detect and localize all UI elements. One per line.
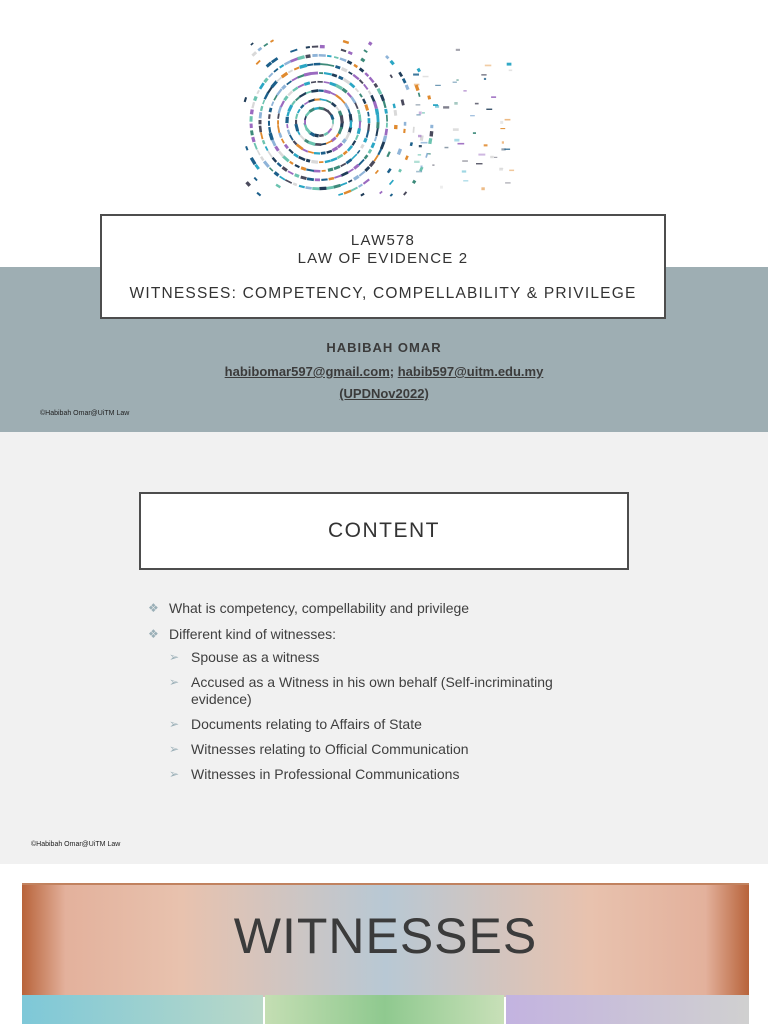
copyright-footer: ©Habibah Omar@UiTM Law <box>40 410 130 417</box>
slide-topic: WITNESSES: COMPETENCY, COMPELLABILITY & PRIVILEGE <box>129 285 637 302</box>
arrow-bullet-icon: ➢ <box>169 675 180 689</box>
sub-list-item-text: Spouse as a witness <box>191 649 320 665</box>
email-link-gmail[interactable]: habibomar597@gmail.com <box>224 364 390 379</box>
diamond-bullet-icon: ❖ <box>148 627 159 641</box>
version-note <box>0 386 768 401</box>
author-name: HABIBAH OMAR <box>326 340 442 355</box>
course-code: LAW578 <box>350 232 416 249</box>
content-title: CONTENT <box>328 519 440 542</box>
title-box <box>100 214 666 319</box>
email-link-uitm[interactable]: habib597@uitm.edu.my <box>397 364 544 379</box>
witness-types-list <box>169 649 588 783</box>
list-item-text: Different kind of witnesses: <box>169 626 337 642</box>
version-link[interactable]: (UPDNov2022) <box>339 386 429 401</box>
witnesses-title: WITNESSES <box>233 908 538 964</box>
content-title-box <box>139 492 629 570</box>
witnesses-slide <box>0 864 768 1024</box>
sub-list-item <box>169 766 588 783</box>
list-item-text: What is competency, compellability and privilege <box>169 600 470 616</box>
diamond-bullet-icon: ❖ <box>148 601 159 615</box>
color-tile-green <box>265 995 504 1024</box>
sub-list-item <box>169 716 588 733</box>
arrow-bullet-icon: ➢ <box>169 717 180 731</box>
sub-list-item-text: Witnesses relating to Official Communication <box>191 741 469 757</box>
email-separator: ; <box>389 364 398 379</box>
sub-list-item-text: Accused as a Witness in his own behalf (Self-incriminating evidence) <box>191 674 553 707</box>
arrow-bullet-icon: ➢ <box>169 742 180 756</box>
course-name: LAW OF EVIDENCE 2 <box>297 250 469 267</box>
author-emails <box>0 364 768 379</box>
arrow-bullet-icon: ➢ <box>169 650 180 664</box>
sub-list-item <box>169 674 571 708</box>
sub-list-item <box>169 649 588 666</box>
arrow-bullet-icon: ➢ <box>169 767 180 781</box>
witnesses-banner <box>22 883 749 997</box>
radial-mosaic-graphic <box>243 38 525 198</box>
title-slide <box>0 0 768 432</box>
color-tile-blue <box>22 995 263 1024</box>
sub-list-item-text: Documents relating to Affairs of State <box>191 716 422 732</box>
content-slide <box>0 432 768 864</box>
content-list <box>148 600 588 792</box>
list-item <box>148 626 588 783</box>
list-item <box>148 600 588 617</box>
sub-list-item <box>169 741 588 758</box>
copyright-footer: ©Habibah Omar@UiTM Law <box>31 841 121 848</box>
color-tile-purple <box>506 995 749 1024</box>
sub-list-item-text: Witnesses in Professional Communications <box>191 766 460 782</box>
